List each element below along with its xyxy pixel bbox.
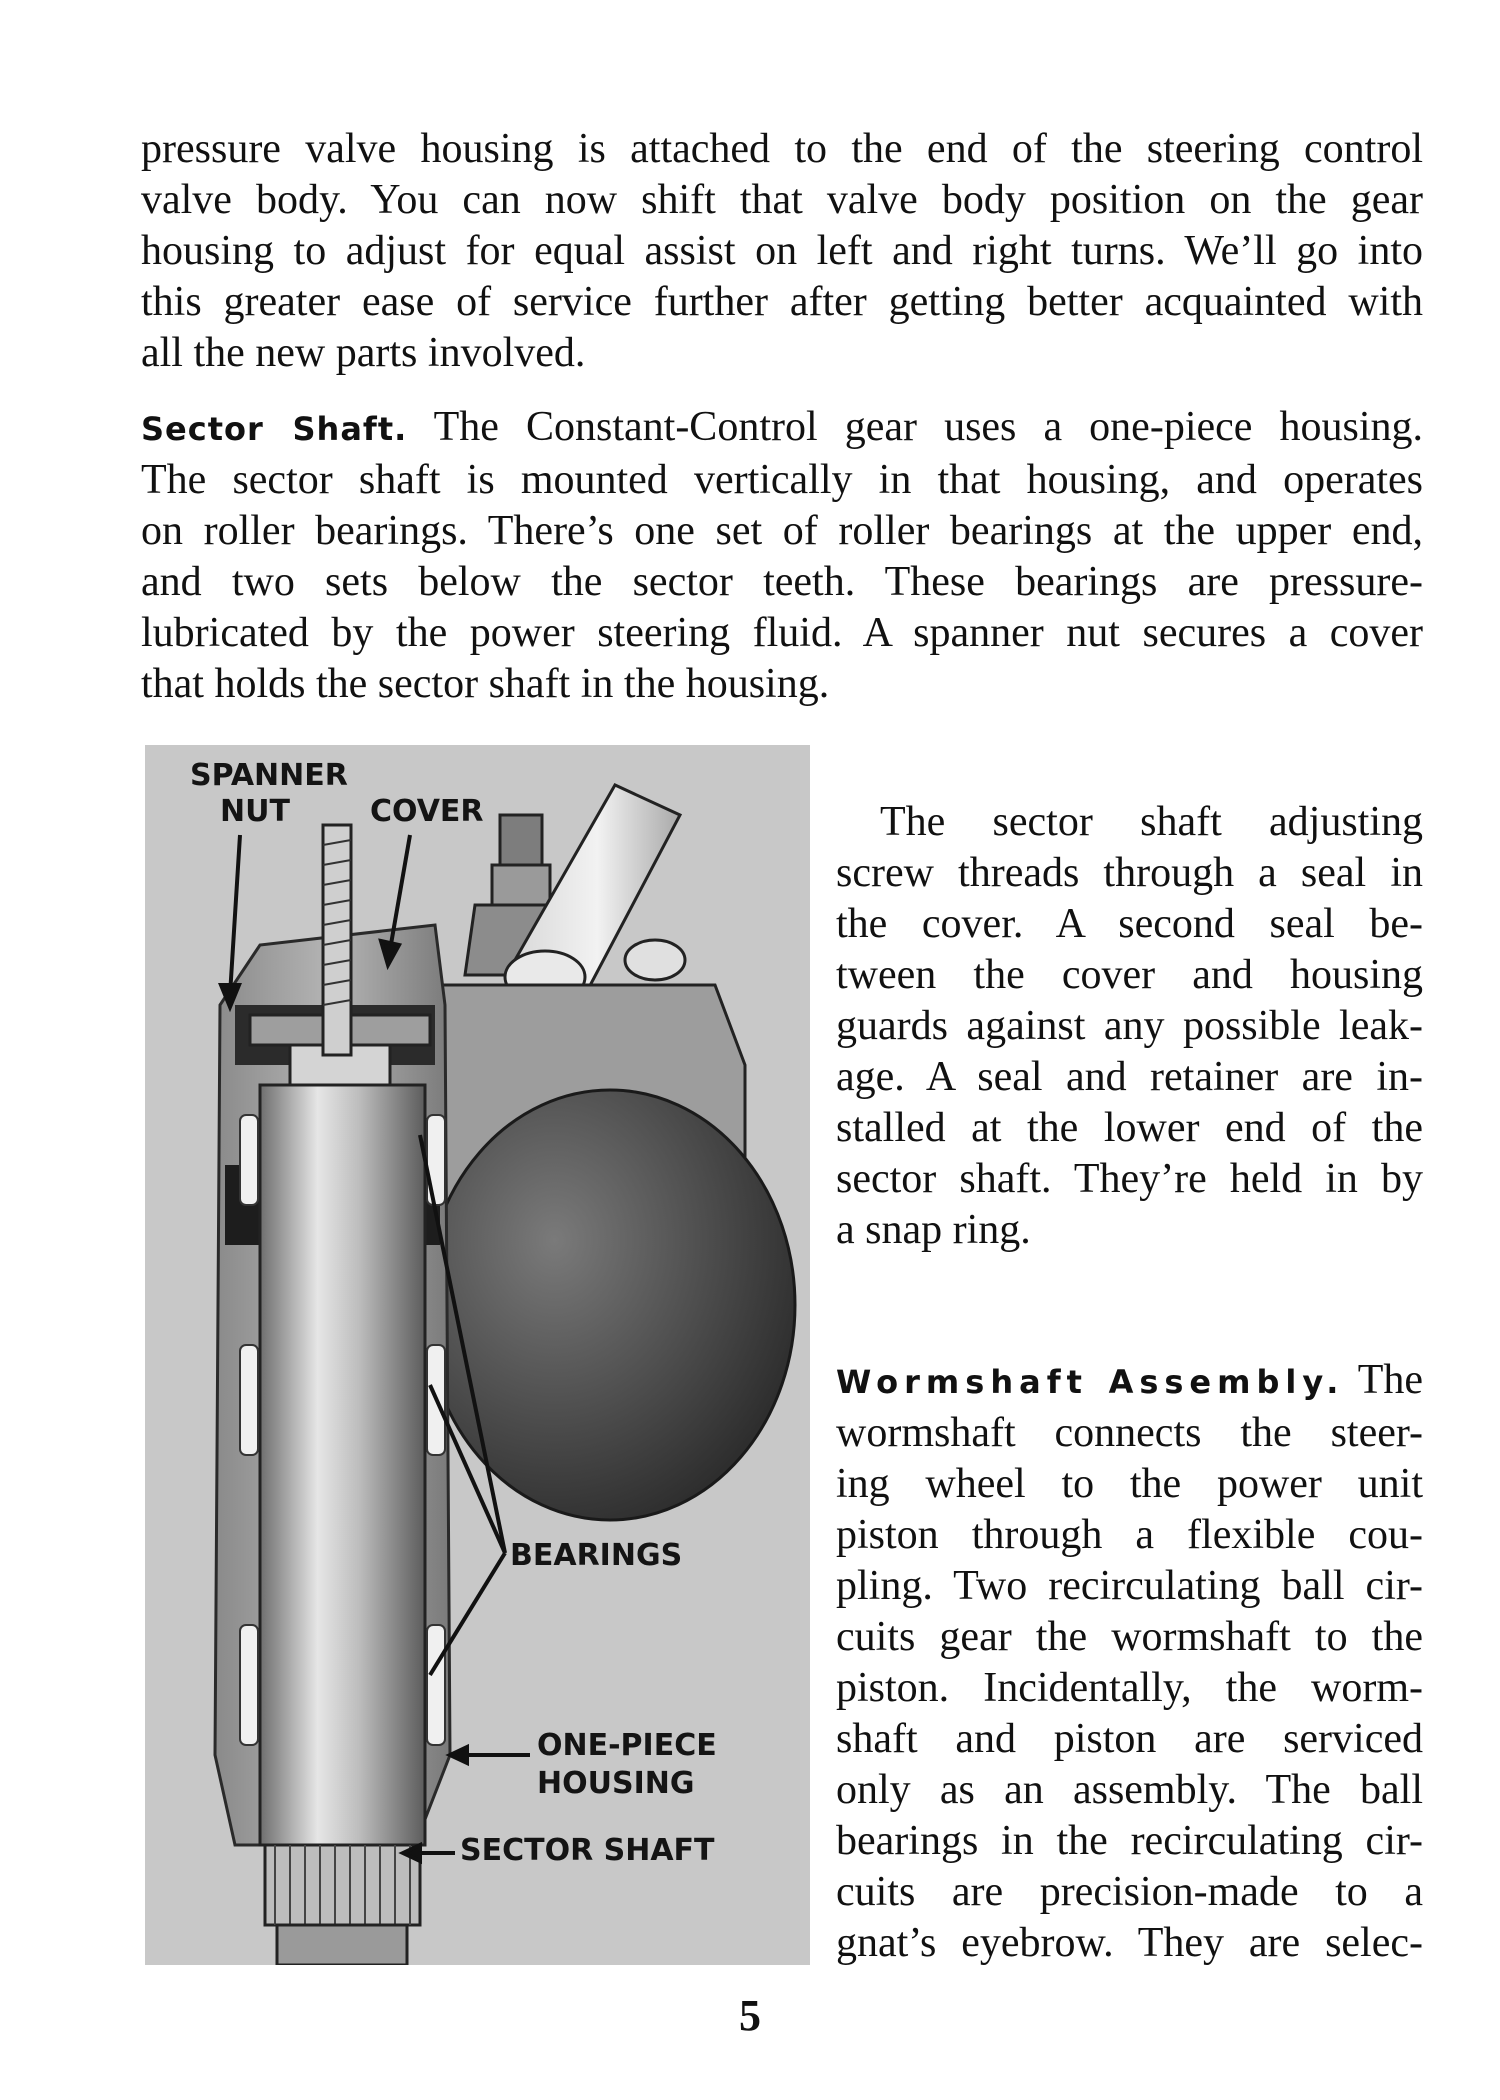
- label-sector-shaft: SECTOR SHAFT: [460, 1833, 715, 1868]
- text-line: The sector shaft is mounted vertically in that housing, and operates: [141, 457, 1423, 503]
- text-line: ing wheel to the power unit: [836, 1461, 1423, 1507]
- text-line: piston. Incidentally, the worm-: [836, 1665, 1423, 1711]
- adjusting-screw-paragraph: [836, 797, 1423, 1256]
- text-line: pressure valve housing is attached to the end of the steering control: [141, 126, 1423, 172]
- sector-shaft: [260, 1085, 425, 1845]
- valve-nut: [492, 865, 550, 905]
- label-one-piece: ONE-PIECE: [537, 1728, 717, 1763]
- text-line: sector shaft. They’re held in by: [836, 1156, 1423, 1202]
- text-line: that holds the sector shaft in the housing.: [141, 661, 830, 707]
- text-line: valve body. You can now shift that valve body position on the gear: [141, 177, 1423, 223]
- page-number: 5: [739, 1991, 761, 2040]
- tube-fitting-right: [625, 940, 685, 980]
- text-line: cuits gear the wormshaft to the: [836, 1614, 1423, 1660]
- text-line: wormshaft connects the steer-: [836, 1410, 1423, 1456]
- text-line: [141, 402, 1423, 455]
- wormshaft-first-line: The: [1344, 1357, 1423, 1403]
- text-line: lubricated by the power steering fluid. A spanner nut secures a cover: [141, 610, 1423, 656]
- shaft-thread-end: [277, 1925, 407, 1965]
- text-line: gnat’s eyebrow. They are selec-: [836, 1920, 1423, 1966]
- text-line: and two sets below the sector teeth. These bearings are pressure-: [141, 559, 1423, 605]
- text-line: stalled at the lower end of the: [836, 1105, 1423, 1151]
- worm-piston-housing: [425, 1090, 795, 1520]
- text-line: cuits are precision-made to a: [836, 1869, 1423, 1915]
- text-line: piston through a flexible cou-: [836, 1512, 1423, 1558]
- text-line: [836, 1355, 1423, 1408]
- label-nut: NUT: [220, 794, 290, 829]
- intro-paragraph: [141, 124, 1423, 379]
- cutaway-illustration: [145, 745, 810, 1965]
- text-line: the cover. A second seal be-: [836, 901, 1423, 947]
- sector-shaft-cutaway-figure: [145, 745, 810, 1965]
- text-line: on roller bearings. There’s one set of roller bearings at the upper end,: [141, 508, 1423, 554]
- text-line: The sector shaft adjusting: [880, 799, 1423, 845]
- wormshaft-heading: Wormshaft Assembly.: [836, 1363, 1345, 1401]
- label-bearings: BEARINGS: [510, 1538, 683, 1573]
- text-line: tween the cover and housing: [836, 952, 1423, 998]
- label-cover: COVER: [370, 794, 484, 829]
- text-line: pling. Two recirculating ball cir-: [836, 1563, 1423, 1609]
- text-line: bearings in the recirculating cir-: [836, 1818, 1423, 1864]
- text-line: guards against any possible leak-: [836, 1003, 1423, 1049]
- sector-shaft-first-line: The Constant-Control gear uses a one-piece housing.: [407, 404, 1423, 450]
- wormshaft-paragraph: [836, 1355, 1423, 1969]
- shaft-splines: [265, 1845, 420, 1925]
- text-line: this greater ease of service further after getting better acquainted with: [141, 279, 1423, 325]
- sector-shaft-paragraph: [141, 402, 1423, 710]
- sector-shaft-heading: Sector Shaft.: [141, 410, 408, 448]
- text-line: shaft and piston are serviced: [836, 1716, 1423, 1762]
- text-line: age. A seal and retainer are in-: [836, 1054, 1423, 1100]
- text-line: all the new parts involved.: [141, 330, 586, 376]
- text-line: only as an assembly. The ball: [836, 1767, 1423, 1813]
- label-housing: HOUSING: [537, 1766, 695, 1801]
- text-line: housing to adjust for equal assist on left and right turns. We’ll go into: [141, 228, 1423, 274]
- text-line: screw threads through a seal in: [836, 850, 1423, 896]
- text-line: a snap ring.: [836, 1207, 1031, 1253]
- label-spanner: SPANNER: [190, 758, 348, 793]
